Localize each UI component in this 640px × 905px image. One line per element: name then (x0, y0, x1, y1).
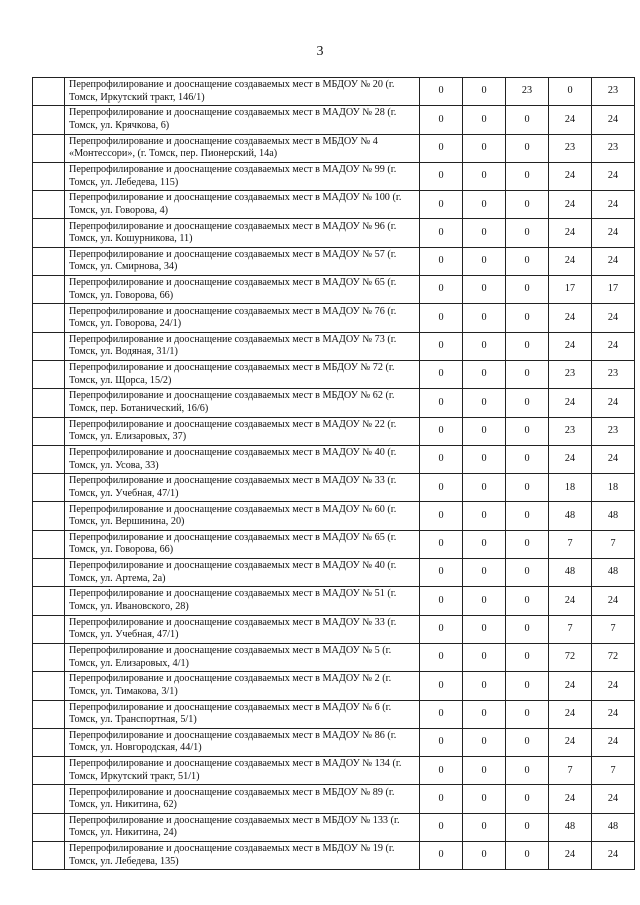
measure-name-cell: Перепрофилирование и дооснащение создаваемых мест в МАДОУ № 57 (г. Томск, ул. Смирнова, 34) (65, 247, 420, 275)
value-cell-v3: 0 (506, 445, 549, 473)
measure-name-cell: Перепрофилирование и дооснащение создаваемых мест в МАДОУ № 33 (г. Томск, ул. Учебная, 47/1) (65, 615, 420, 643)
value-cell-v5: 24 (592, 700, 635, 728)
table-row (33, 360, 635, 388)
value-cell-v3: 0 (506, 643, 549, 671)
value-cell-v4: 24 (549, 219, 592, 247)
value-cell-v3: 23 (506, 78, 549, 106)
value-cell-v2: 0 (463, 247, 506, 275)
value-cell-v4: 23 (549, 417, 592, 445)
value-cell-v4: 48 (549, 559, 592, 587)
value-cell-v1: 0 (420, 360, 463, 388)
value-cell-v1: 0 (420, 785, 463, 813)
value-cell-v3: 0 (506, 360, 549, 388)
row-index-cell (33, 304, 65, 332)
table-row (33, 162, 635, 190)
value-cell-v1: 0 (420, 728, 463, 756)
measure-name-cell: Перепрофилирование и дооснащение создаваемых мест в МАДОУ № 22 (г. Томск, ул. Елизаровых, 37) (65, 417, 420, 445)
value-cell-v4: 24 (549, 785, 592, 813)
value-cell-v4: 0 (549, 78, 592, 106)
value-cell-v5: 24 (592, 247, 635, 275)
value-cell-v1: 0 (420, 842, 463, 870)
value-cell-v1: 0 (420, 530, 463, 558)
table-row (33, 587, 635, 615)
measure-name-cell: Перепрофилирование и дооснащение создаваемых мест в МАДОУ № 100 (г. Томск, ул. Говорова, 4) (65, 191, 420, 219)
row-index-cell (33, 672, 65, 700)
measure-name-cell: Перепрофилирование и дооснащение создаваемых мест в МАДОУ № 60 (г. Томск, ул. Вершинина, 20) (65, 502, 420, 530)
measure-name-cell: Перепрофилирование и дооснащение создаваемых мест в МАДОУ № 76 (г. Томск, ул. Говорова, 24/1) (65, 304, 420, 332)
value-cell-v2: 0 (463, 502, 506, 530)
value-cell-v4: 24 (549, 842, 592, 870)
value-cell-v5: 24 (592, 162, 635, 190)
value-cell-v1: 0 (420, 134, 463, 162)
measure-name-cell: Перепрофилирование и дооснащение создаваемых мест в МБДОУ № 62 (г. Томск, пер. Ботанический, 16/6) (65, 389, 420, 417)
value-cell-v1: 0 (420, 106, 463, 134)
row-index-cell (33, 502, 65, 530)
table-row (33, 78, 635, 106)
value-cell-v3: 0 (506, 785, 549, 813)
value-cell-v3: 0 (506, 757, 549, 785)
measure-name-cell: Перепрофилирование и дооснащение создаваемых мест в МАДОУ № 5 (г. Томск, ул. Елизаровых, 4/1) (65, 643, 420, 671)
value-cell-v1: 0 (420, 247, 463, 275)
value-cell-v2: 0 (463, 700, 506, 728)
value-cell-v4: 24 (549, 304, 592, 332)
row-index-cell (33, 134, 65, 162)
measure-name-cell: Перепрофилирование и дооснащение создаваемых мест в МАДОУ № 65 (г. Томск, ул. Говорова, 66) (65, 530, 420, 558)
value-cell-v2: 0 (463, 530, 506, 558)
row-index-cell (33, 162, 65, 190)
row-index-cell (33, 813, 65, 841)
value-cell-v3: 0 (506, 502, 549, 530)
value-cell-v3: 0 (506, 134, 549, 162)
value-cell-v2: 0 (463, 106, 506, 134)
value-cell-v5: 48 (592, 502, 635, 530)
value-cell-v4: 24 (549, 191, 592, 219)
row-index-cell (33, 332, 65, 360)
value-cell-v2: 0 (463, 445, 506, 473)
value-cell-v5: 23 (592, 360, 635, 388)
value-cell-v2: 0 (463, 587, 506, 615)
measure-name-cell: Перепрофилирование и дооснащение создаваемых мест в МАДОУ № 134 (г. Томск, Иркутский тракт, 51/1) (65, 757, 420, 785)
measure-name-cell: Перепрофилирование и дооснащение создаваемых мест в МБДОУ № 4 «Монтессори», (г. Томск, пер. Пионерский, 14а) (65, 134, 420, 162)
table-row (33, 615, 635, 643)
table-body (33, 78, 635, 870)
value-cell-v2: 0 (463, 78, 506, 106)
value-cell-v1: 0 (420, 162, 463, 190)
measure-name-cell: Перепрофилирование и дооснащение создаваемых мест в МБДОУ № 133 (г. Томск, ул. Никитина, 24) (65, 813, 420, 841)
row-index-cell (33, 842, 65, 870)
value-cell-v5: 24 (592, 785, 635, 813)
value-cell-v3: 0 (506, 389, 549, 417)
measure-name-cell: Перепрофилирование и дооснащение создаваемых мест в МАДОУ № 2 (г. Томск, ул. Тимакова, 3/1) (65, 672, 420, 700)
value-cell-v3: 0 (506, 700, 549, 728)
value-cell-v2: 0 (463, 615, 506, 643)
page-number: 3 (316, 44, 324, 59)
value-cell-v4: 24 (549, 445, 592, 473)
value-cell-v2: 0 (463, 728, 506, 756)
value-cell-v5: 24 (592, 304, 635, 332)
value-cell-v5: 24 (592, 106, 635, 134)
row-index-cell (33, 728, 65, 756)
value-cell-v2: 0 (463, 304, 506, 332)
table-row (33, 219, 635, 247)
value-cell-v4: 7 (549, 530, 592, 558)
value-cell-v4: 24 (549, 332, 592, 360)
value-cell-v3: 0 (506, 276, 549, 304)
measure-name-cell: Перепрофилирование и дооснащение создаваемых мест в МАДОУ № 51 (г. Томск, ул. Ивановского, 28) (65, 587, 420, 615)
value-cell-v5: 72 (592, 643, 635, 671)
value-cell-v3: 0 (506, 530, 549, 558)
value-cell-v3: 0 (506, 106, 549, 134)
value-cell-v4: 24 (549, 587, 592, 615)
value-cell-v2: 0 (463, 559, 506, 587)
value-cell-v2: 0 (463, 134, 506, 162)
value-cell-v2: 0 (463, 162, 506, 190)
value-cell-v1: 0 (420, 559, 463, 587)
value-cell-v3: 0 (506, 474, 549, 502)
table-row (33, 700, 635, 728)
value-cell-v1: 0 (420, 276, 463, 304)
row-index-cell (33, 389, 65, 417)
measure-name-cell: Перепрофилирование и дооснащение создаваемых мест в МАДОУ № 33 (г. Томск, ул. Учебная, 47/1) (65, 474, 420, 502)
table-row (33, 417, 635, 445)
table-row (33, 643, 635, 671)
value-cell-v1: 0 (420, 78, 463, 106)
measure-name-cell: Перепрофилирование и дооснащение создаваемых мест в МБДОУ № 19 (г. Томск, ул. Лебедева, 135) (65, 842, 420, 870)
measure-name-cell: Перепрофилирование и дооснащение создаваемых мест в МАДОУ № 40 (г. Томск, ул. Артема, 2а) (65, 559, 420, 587)
value-cell-v3: 0 (506, 842, 549, 870)
value-cell-v5: 24 (592, 445, 635, 473)
row-index-cell (33, 643, 65, 671)
value-cell-v5: 24 (592, 587, 635, 615)
table-row (33, 106, 635, 134)
value-cell-v4: 7 (549, 757, 592, 785)
row-index-cell (33, 700, 65, 728)
value-cell-v5: 48 (592, 559, 635, 587)
value-cell-v5: 24 (592, 842, 635, 870)
value-cell-v5: 23 (592, 134, 635, 162)
table-row (33, 304, 635, 332)
row-index-cell (33, 219, 65, 247)
table-row (33, 191, 635, 219)
row-index-cell (33, 615, 65, 643)
value-cell-v2: 0 (463, 757, 506, 785)
value-cell-v1: 0 (420, 587, 463, 615)
row-index-cell (33, 78, 65, 106)
value-cell-v1: 0 (420, 219, 463, 247)
value-cell-v2: 0 (463, 643, 506, 671)
row-index-cell (33, 191, 65, 219)
value-cell-v5: 24 (592, 728, 635, 756)
value-cell-v3: 0 (506, 728, 549, 756)
value-cell-v1: 0 (420, 502, 463, 530)
value-cell-v4: 18 (549, 474, 592, 502)
measure-name-cell: Перепрофилирование и дооснащение создаваемых мест в МБДОУ № 72 (г. Томск, ул. Щорса, 15/2) (65, 360, 420, 388)
value-cell-v4: 48 (549, 813, 592, 841)
measure-name-cell: Перепрофилирование и дооснащение создаваемых мест в МАДОУ № 65 (г. Томск, ул. Говорова, 66) (65, 276, 420, 304)
measure-name-cell: Перепрофилирование и дооснащение создаваемых мест в МАДОУ № 6 (г. Томск, ул. Транспортная, 5/1) (65, 700, 420, 728)
measure-name-cell: Перепрофилирование и дооснащение создаваемых мест в МБДОУ № 20 (г. Томск, Иркутский тракт, 146/1) (65, 78, 420, 106)
value-cell-v5: 18 (592, 474, 635, 502)
value-cell-v1: 0 (420, 445, 463, 473)
value-cell-v4: 24 (549, 106, 592, 134)
value-cell-v3: 0 (506, 615, 549, 643)
value-cell-v5: 7 (592, 530, 635, 558)
measure-name-cell: Перепрофилирование и дооснащение создаваемых мест в МАДОУ № 73 (г. Томск, ул. Водяная, 31/1) (65, 332, 420, 360)
measure-name-cell: Перепрофилирование и дооснащение создаваемых мест в МАДОУ № 99 (г. Томск, ул. Лебедева, 115) (65, 162, 420, 190)
value-cell-v5: 7 (592, 757, 635, 785)
value-cell-v5: 7 (592, 615, 635, 643)
table-row (33, 474, 635, 502)
value-cell-v2: 0 (463, 842, 506, 870)
value-cell-v5: 48 (592, 813, 635, 841)
value-cell-v2: 0 (463, 276, 506, 304)
table-row (33, 502, 635, 530)
row-index-cell (33, 474, 65, 502)
value-cell-v3: 0 (506, 191, 549, 219)
table-row (33, 134, 635, 162)
value-cell-v2: 0 (463, 474, 506, 502)
table-row (33, 785, 635, 813)
value-cell-v2: 0 (463, 813, 506, 841)
row-index-cell (33, 276, 65, 304)
value-cell-v1: 0 (420, 417, 463, 445)
row-index-cell (33, 106, 65, 134)
value-cell-v2: 0 (463, 360, 506, 388)
value-cell-v1: 0 (420, 672, 463, 700)
value-cell-v4: 24 (549, 728, 592, 756)
measure-name-cell: Перепрофилирование и дооснащение создаваемых мест в МАДОУ № 86 (г. Томск, ул. Новгородская, 44/1) (65, 728, 420, 756)
table-row (33, 247, 635, 275)
value-cell-v1: 0 (420, 332, 463, 360)
value-cell-v3: 0 (506, 332, 549, 360)
value-cell-v1: 0 (420, 615, 463, 643)
value-cell-v4: 23 (549, 360, 592, 388)
row-index-cell (33, 445, 65, 473)
table-row (33, 530, 635, 558)
value-cell-v1: 0 (420, 757, 463, 785)
value-cell-v5: 24 (592, 389, 635, 417)
table-row (33, 332, 635, 360)
value-cell-v4: 72 (549, 643, 592, 671)
funding-table (32, 77, 635, 870)
value-cell-v3: 0 (506, 559, 549, 587)
value-cell-v4: 7 (549, 615, 592, 643)
value-cell-v2: 0 (463, 785, 506, 813)
value-cell-v3: 0 (506, 162, 549, 190)
value-cell-v1: 0 (420, 813, 463, 841)
value-cell-v4: 24 (549, 672, 592, 700)
table-row (33, 559, 635, 587)
value-cell-v3: 0 (506, 219, 549, 247)
row-index-cell (33, 587, 65, 615)
value-cell-v2: 0 (463, 191, 506, 219)
value-cell-v2: 0 (463, 219, 506, 247)
value-cell-v2: 0 (463, 672, 506, 700)
value-cell-v5: 23 (592, 417, 635, 445)
value-cell-v4: 23 (549, 134, 592, 162)
row-index-cell (33, 247, 65, 275)
value-cell-v5: 24 (592, 219, 635, 247)
value-cell-v5: 24 (592, 191, 635, 219)
value-cell-v4: 24 (549, 700, 592, 728)
measure-name-cell: Перепрофилирование и дооснащение создаваемых мест в МАДОУ № 28 (г. Томск, ул. Крячкова, 6) (65, 106, 420, 134)
table-row (33, 728, 635, 756)
value-cell-v1: 0 (420, 474, 463, 502)
table-row (33, 445, 635, 473)
value-cell-v1: 0 (420, 304, 463, 332)
value-cell-v4: 48 (549, 502, 592, 530)
value-cell-v2: 0 (463, 417, 506, 445)
value-cell-v5: 17 (592, 276, 635, 304)
value-cell-v4: 24 (549, 389, 592, 417)
value-cell-v1: 0 (420, 643, 463, 671)
value-cell-v3: 0 (506, 304, 549, 332)
value-cell-v2: 0 (463, 332, 506, 360)
value-cell-v4: 24 (549, 162, 592, 190)
value-cell-v3: 0 (506, 672, 549, 700)
value-cell-v2: 0 (463, 389, 506, 417)
row-index-cell (33, 757, 65, 785)
row-index-cell (33, 360, 65, 388)
table-row (33, 276, 635, 304)
value-cell-v3: 0 (506, 247, 549, 275)
measure-name-cell: Перепрофилирование и дооснащение создаваемых мест в МАДОУ № 40 (г. Томск, ул. Усова, 33) (65, 445, 420, 473)
row-index-cell (33, 530, 65, 558)
row-index-cell (33, 417, 65, 445)
row-index-cell (33, 559, 65, 587)
value-cell-v3: 0 (506, 417, 549, 445)
table-row (33, 757, 635, 785)
measure-name-cell: Перепрофилирование и дооснащение создаваемых мест в МБДОУ № 89 (г. Томск, ул. Никитина, 62) (65, 785, 420, 813)
row-index-cell (33, 785, 65, 813)
value-cell-v5: 24 (592, 672, 635, 700)
value-cell-v1: 0 (420, 389, 463, 417)
value-cell-v5: 23 (592, 78, 635, 106)
value-cell-v1: 0 (420, 700, 463, 728)
value-cell-v4: 17 (549, 276, 592, 304)
measure-name-cell: Перепрофилирование и дооснащение создаваемых мест в МАДОУ № 96 (г. Томск, ул. Кошурникова, 11) (65, 219, 420, 247)
table-row (33, 813, 635, 841)
value-cell-v1: 0 (420, 191, 463, 219)
value-cell-v5: 24 (592, 332, 635, 360)
value-cell-v4: 24 (549, 247, 592, 275)
table-row (33, 389, 635, 417)
value-cell-v3: 0 (506, 587, 549, 615)
table-row (33, 842, 635, 870)
table-row (33, 672, 635, 700)
value-cell-v3: 0 (506, 813, 549, 841)
